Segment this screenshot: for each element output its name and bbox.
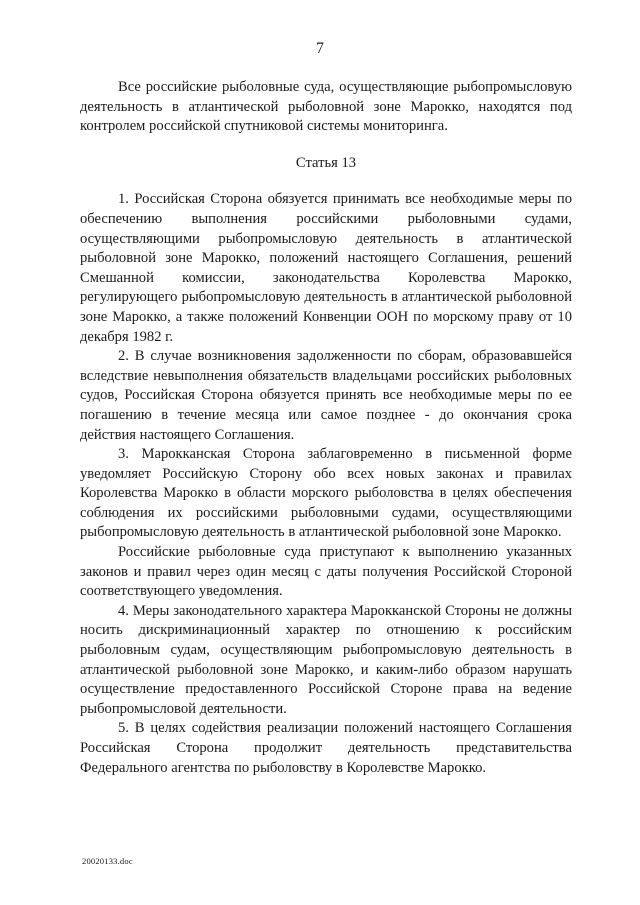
article-paragraph-2: 2. В случае возникновения задолженности по сборам, образовавшейся вследствие невыполнения обязательств владельцами российских рыболовных судов, Российская Сторона обязуется принять все необходимые меры по ее погашению в течение месяца или самое позднее - до окончания срока действия настоящего Соглашения. — [80, 348, 572, 443]
article-paragraph-5: 5. В целях содействия реализации положений настоящего Соглашения Российская Сторона продолжит деятельность представительства Федерального агентства по рыболовству в Королевстве Марокко. — [80, 720, 572, 776]
file-name-footer: 20020133.doc — [82, 856, 133, 866]
article-paragraph-3-continuation: Российские рыболовные суда приступают к выполнению указанных законов и правил через один месяц с даты получения Российской Стороной соответствующего уведомления. — [80, 544, 572, 600]
article-paragraph-1: 1. Российская Сторона обязуется принимать все необходимые меры по обеспечению выполнения российскими рыболовными судами, осуществляющими рыбопромысловую деятельность в атлантической рыболовной зоне Марокко, положений настоящего Соглашения, решений Смешанной комиссии, законодательства Королевства Марокко, регулирующего рыбопромысловую деятельность в атлантической рыболовной зоне Марокко, а также положений Конвенции ООН по морскому праву от 10 декабря 1982 г. — [80, 191, 572, 345]
article-paragraph-4: 4. Меры законодательного характера Марокканской Стороны не должны носить дискриминационный характер по отношению к российским рыболовным судам, осуществляющим рыбопромысловую деятельность в атлантической рыболовной зоне Марокко, и каким-либо образом нарушать осуществление предоставленного Российской Стороне права на ведение рыбопромысловой деятельности. — [80, 602, 572, 717]
page-number: 7 — [316, 40, 324, 57]
document-body — [80, 78, 572, 778]
intro-paragraph: Все российские рыболовные суда, осуществляющие рыбопромысловую деятельность в атлантической рыболовной зоне Марокко, находятся под контролем российской спутниковой системы мониторинга. — [80, 79, 572, 135]
article-title: Статья 13 — [295, 154, 357, 171]
article-paragraph-3: 3. Марокканская Сторона заблаговременно в письменной форме уведомляет Российскую Сторону обо всех новых законах и правилах Королевства Марокко в области морского рыболовства в целях обеспечения соблюдения их российскими рыболовными судами, осуществляющими рыбопромысловую деятельность в атлантической рыболовной зоне Марокко. — [80, 446, 572, 541]
